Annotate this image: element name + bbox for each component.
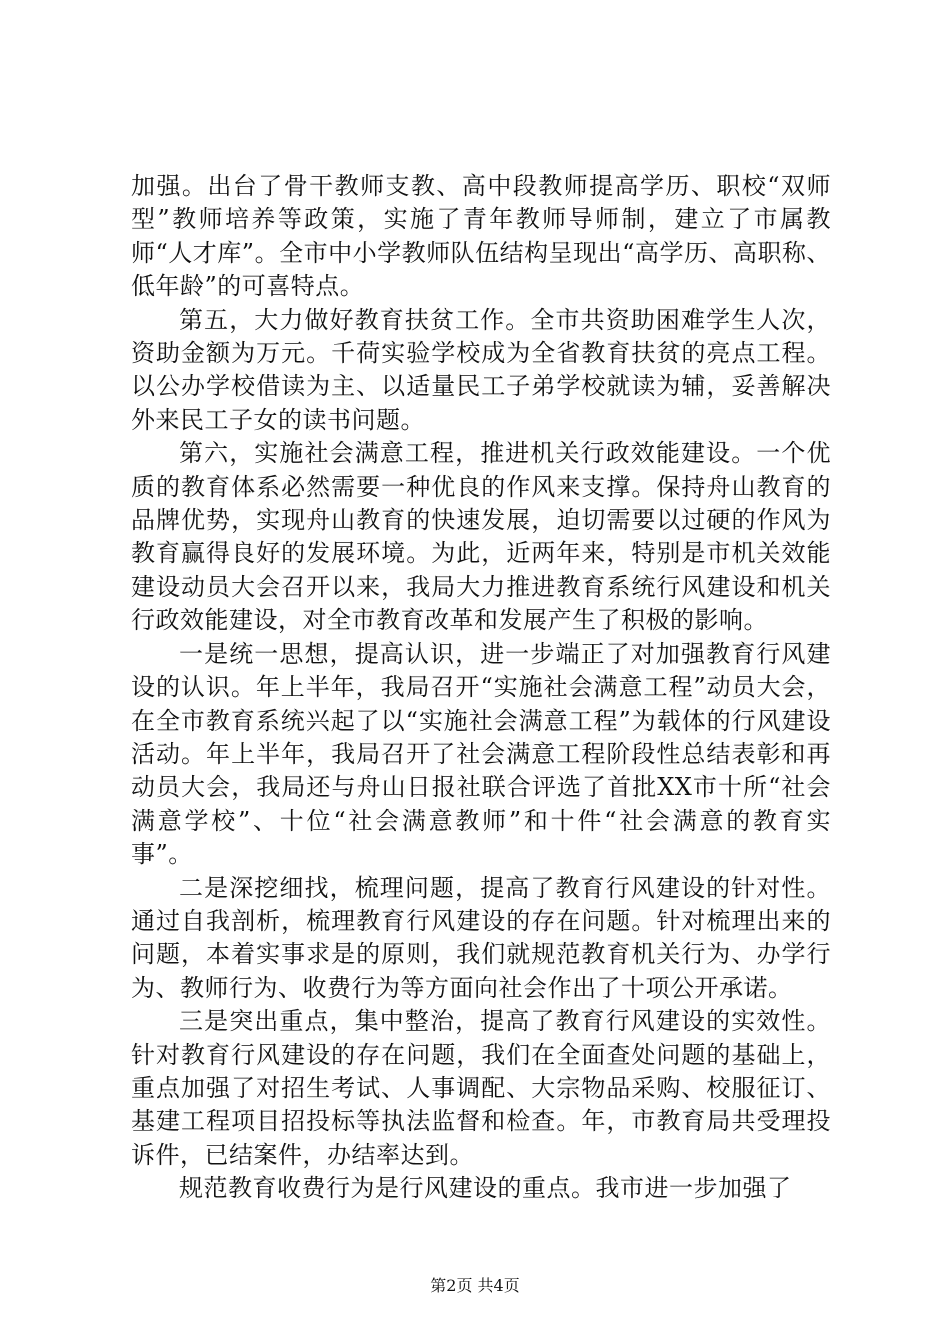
paragraph-continuation: 加强。出台了骨干教师支教、高中段教师提高学历、职校“双师型”教师培养等政策，实施了青年教师导师制，建立了市属教师“人才库”。全市中小学教师队伍结构呈现出“高学历、高职称、低年龄”的可喜特点。	[131, 172, 831, 301]
paragraph-item-two: 二是深挖细找，梳理问题，提高了教育行风建设的针对性。通过自我剖析，梳理教育行风建设的存在问题。针对梳理出来的问题，本着实事求是的原则，我们就规范教育机关行为、办学行为、教师行为、收费行为等方面向社会作出了十项公开承诺。	[131, 873, 831, 1002]
document-body	[131, 170, 831, 1206]
paragraph-fifth: 第五，大力做好教育扶贫工作。全市共资助困难学生人次，资助金额为万元。千荷实验学校成为全省教育扶贫的亮点工程。以公办学校借读为主、以适量民工子弟学校就读为辅，妥善解决外来民工子女的读书问题。	[131, 305, 831, 434]
paragraph-item-one: 一是统一思想，提高认识，进一步端正了对加强教育行风建设的认识。年上半年，我局召开“实施社会满意工程”动员大会，在全市教育系统兴起了以“实施社会满意工程”为载体的行风建设活动。年上半年，我局召开了社会满意工程阶段性总结表彰和再动员大会，我局还与舟山日报社联合评选了首批XX市十所“社会满意学校”、十位“社会满意教师”和十件“社会满意的教育实事”。	[131, 639, 831, 869]
page-number-footer: 第2页 共4页	[430, 1276, 520, 1295]
paragraph-fee-regulation: 规范教育收费行为是行风建设的重点。我市进一步加强了	[179, 1174, 792, 1203]
paragraph-item-three: 三是突出重点，集中整治，提高了教育行风建设的实效性。针对教育行风建设的存在问题，我们在全面查处问题的基础上，重点加强了对招生考试、人事调配、大宗物品采购、校服征订、基建工程项目招投标等执法监督和检查。年，市教育局共受理投诉件，已结案件，办结率达到。	[131, 1007, 831, 1169]
paragraph-sixth: 第六，实施社会满意工程，推进机关行政效能建设。一个优质的教育体系必然需要一种优良的作风来支撑。保持舟山教育的品牌优势，实现舟山教育的快速发展，迫切需要以过硬的作风为教育赢得良好的发展环境。为此，近两年来，特别是市机关效能建设动员大会召开以来，我局大力推进教育系统行风建设和机关行政效能建设，对全市教育改革和发展产生了积极的影响。	[131, 439, 831, 635]
